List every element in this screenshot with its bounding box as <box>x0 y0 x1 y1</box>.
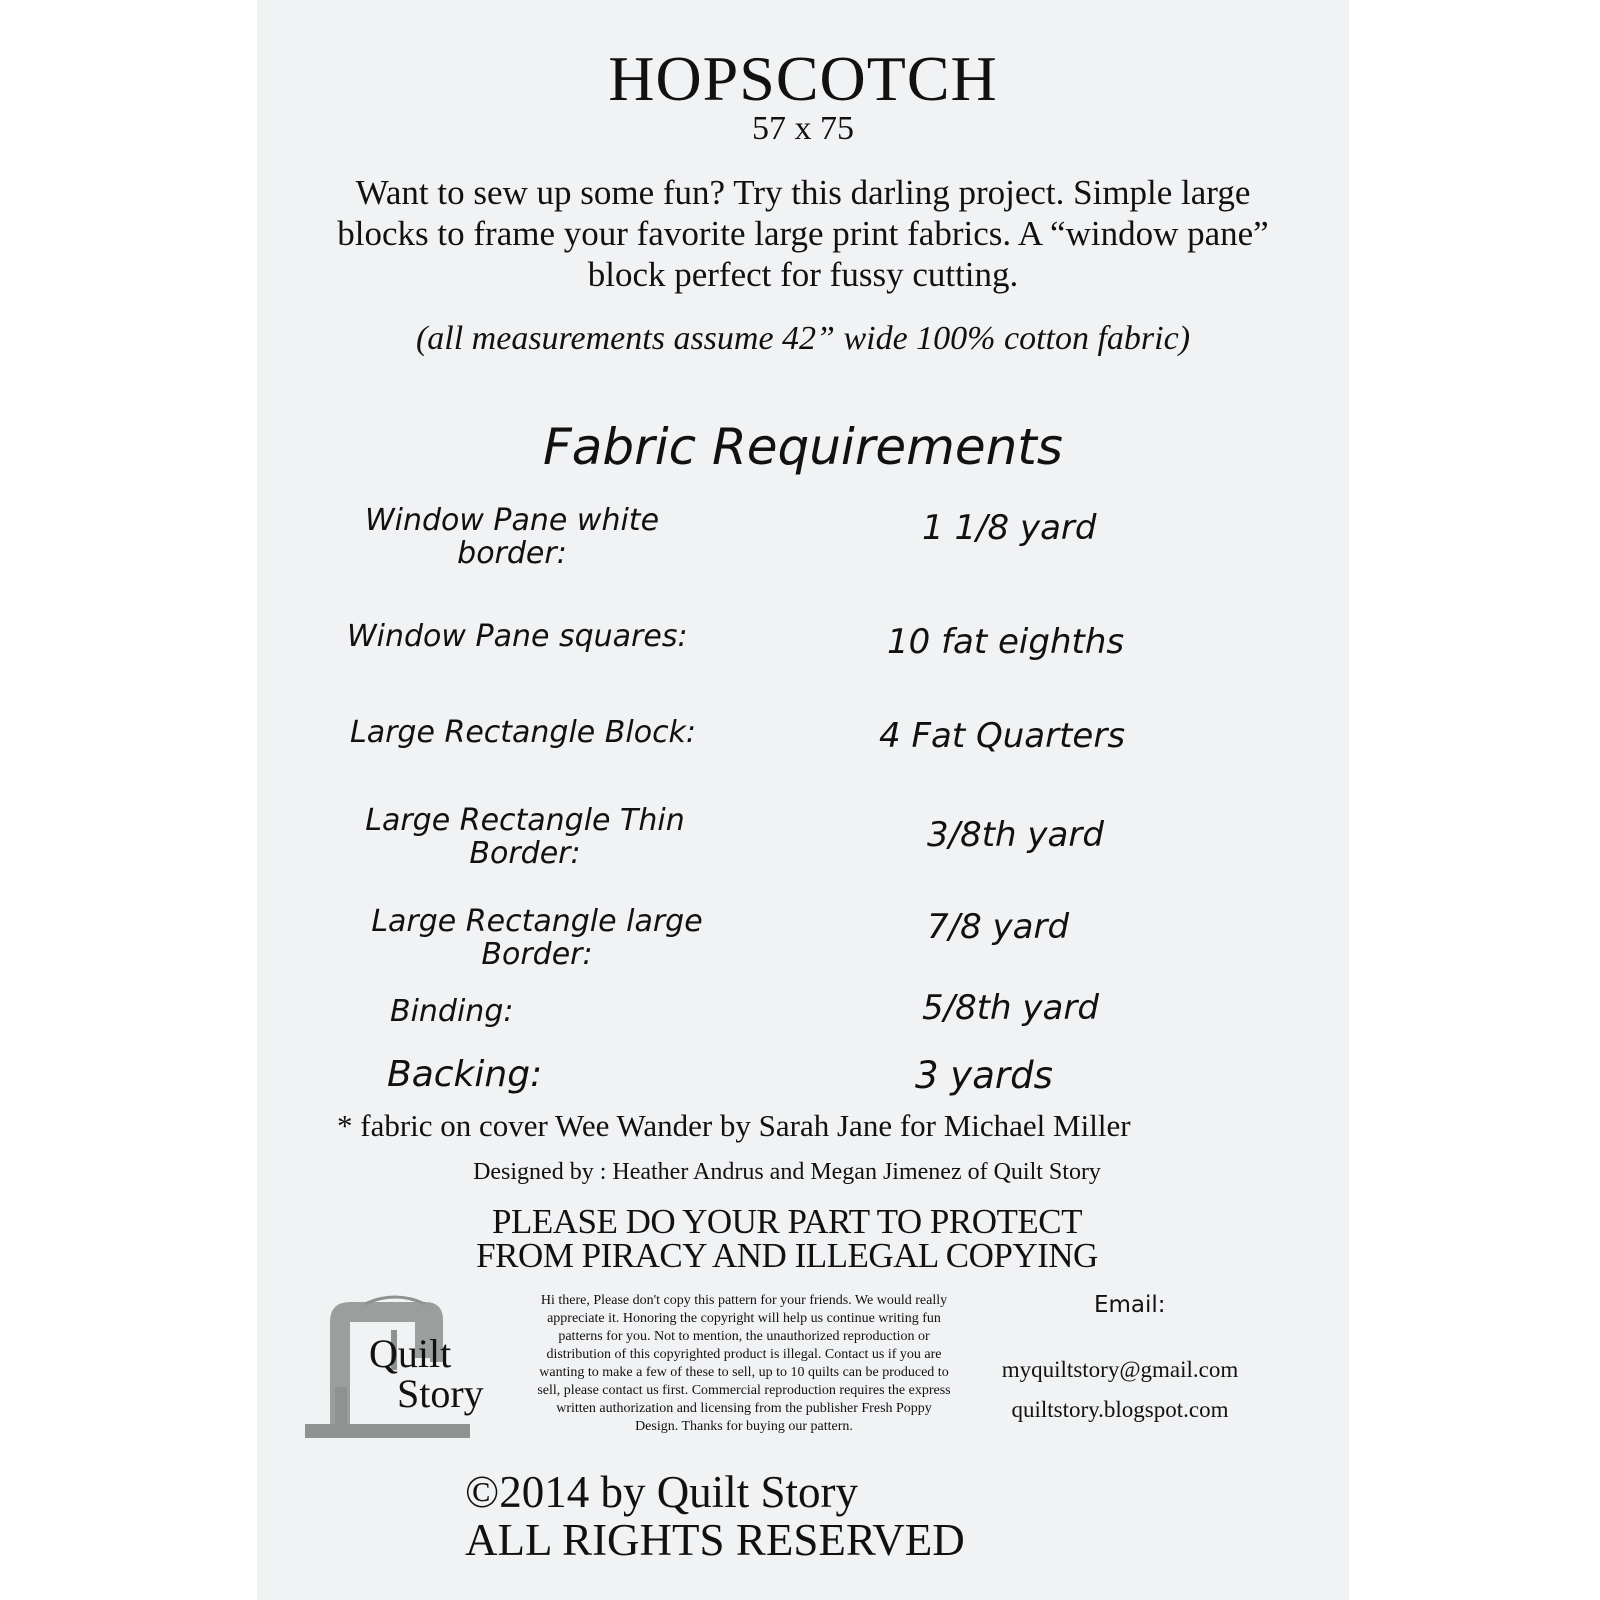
pattern-card <box>257 0 1349 1600</box>
copyright-notice <box>465 1468 965 1564</box>
requirement-label-line: Large Rectangle Block: <box>350 715 697 750</box>
copyright-line: ALL RIGHTS RESERVED <box>465 1515 965 1565</box>
pattern-title: HOPSCOTCH <box>608 43 998 114</box>
designer-credit: Designed by : Heather Andrus and Megan Jimenez of Quilt Story <box>473 1159 1101 1185</box>
requirement-label <box>347 620 717 653</box>
requirement-value: 3/8th yard <box>927 815 1104 855</box>
logo-line: Quilt <box>369 1331 452 1376</box>
requirement-label-line: Backing: <box>387 1054 543 1095</box>
measurement-note: (all measurements assume 42” wide 100% cotton fabric) <box>415 320 1191 357</box>
piracy-warning-line: PLEASE DO YOUR PART TO PROTECT <box>492 1202 1082 1241</box>
contact-info <box>970 1350 1270 1430</box>
requirement-label-line: Large Rectangle Thin <box>365 803 685 838</box>
requirement-value: 4 Fat Quarters <box>879 716 1126 756</box>
requirement-label-line: Binding: <box>390 994 514 1029</box>
requirement-label-line: border: <box>457 536 567 571</box>
requirement-value: 7/8 yard <box>927 907 1070 947</box>
requirement-label-line: Large Rectangle large <box>371 904 703 939</box>
copyright-line: ©2014 by Quilt Story <box>465 1467 858 1517</box>
quilt-size: 57 x 75 <box>752 110 854 147</box>
requirement-label-line: Border: <box>469 836 581 871</box>
requirement-label <box>347 504 677 570</box>
requirement-label <box>345 804 705 870</box>
requirement-label-line: Window Pane white <box>364 503 660 538</box>
fabric-requirements-heading: Fabric Requirements <box>543 418 1063 476</box>
intro-paragraph: Want to sew up some fun? Try this darling project. Simple large blocks to frame your favorite large print fabrics. A “window pane” block perfect for fussy cutting. <box>337 173 1269 294</box>
piracy-warning <box>257 1202 1317 1275</box>
requirement-value: 3 yards <box>915 1054 1053 1097</box>
requirement-value: 5/8th yard <box>922 988 1099 1028</box>
requirement-label-line: Border: <box>481 937 593 972</box>
requirement-label-line: Window Pane squares: <box>347 619 688 654</box>
logo-line: Story <box>397 1371 484 1416</box>
email-label: Email: <box>1094 1292 1166 1318</box>
requirement-value: 10 fat eighths <box>887 622 1125 662</box>
email-link[interactable]: myquiltstory@gmail.com <box>1001 1357 1239 1382</box>
requirement-label <box>350 716 730 749</box>
requirement-value: 1 1/8 yard <box>922 508 1097 548</box>
website-link[interactable]: quiltstory.blogspot.com <box>1011 1397 1229 1422</box>
requirement-label <box>352 905 722 971</box>
quilt-story-logo <box>369 1331 484 1416</box>
requirement-label <box>390 995 590 1028</box>
legal-notice: Hi there, Please don't copy this pattern for your friends. We would really appreciate it. Honoring the copyright will help us continue writing fun patterns for you. Not to mention, the unauthorized reproduction or distribution of this copyrighted product is illegal. Contact us if you are wanting to make a few of these to sell, up to 10 quilts can be produced to sell, please contact us first. Commercial reproduction requires the express written authorization and licensing from the publisher Fresh Poppy Design. Thanks for buying our pattern. <box>537 1293 951 1434</box>
piracy-warning-line: FROM PIRACY AND ILLEGAL COPYING <box>476 1236 1098 1275</box>
fabric-note: * fabric on cover Wee Wander by Sarah Jane for Michael Miller <box>337 1108 1131 1143</box>
requirement-label <box>387 1054 607 1095</box>
